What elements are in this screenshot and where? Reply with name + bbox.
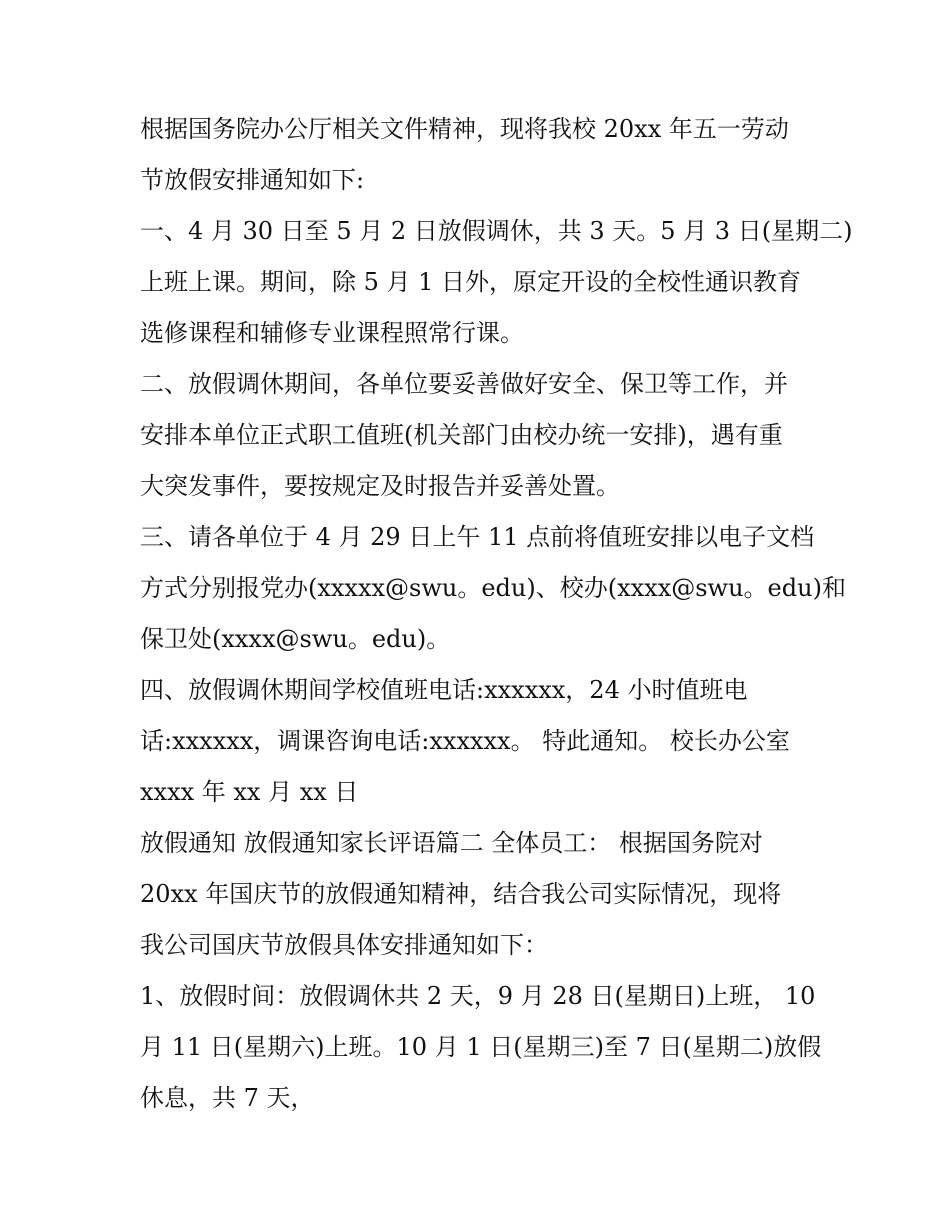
text-line: 月 11 日(星期六)上班。10 月 1 日(星期三)至 7 日(星期二)放假 [140,1033,822,1061]
document-body [140,104,853,1124]
text-line: 休息，共 7 天， [140,1084,315,1112]
text-line: xxxx 年 xx 月 xx 日 [140,778,359,806]
text-line: 一、4 月 30 日至 5 月 2 日放假调休，共 3 天。5 月 3 日(星期二) [140,217,853,245]
text-line: 二、放假调休期间，各单位要妥善做好安全、保卫等工作，并 [140,370,788,398]
text-line: 上班上课。期间，除 5 月 1 日外，原定开设的全校性通识教育 [140,268,802,296]
text-line: 根据国务院办公厅相关文件精神，现将我校 20xx 年五一劳动 [140,115,789,143]
text-line: 保卫处(xxxx@swu。edu)。 [140,625,451,653]
text-line: 我公司国庆节放假具体安排通知如下： [140,931,548,959]
text-line: 放假通知 放假通知家长评语篇二 全体员工： 根据国务院对 [140,829,763,857]
text-line: 1、放假时间：放假调休共 2 天，9 月 28 日(星期日)上班， 10 [140,982,816,1010]
text-line: 安排本单位正式职工值班(机关部门由校办统一安排)，遇有重 [140,421,783,449]
text-line: 方式分别报党办(xxxxx@swu。edu)、校办(xxxx@swu。edu)和 [140,574,846,602]
text-line: 四、放假调休期间学校值班电话:xxxxxx，24 小时值班电 [140,676,748,704]
text-line: 三、请各单位于 4 月 29 日上午 11 点前将值班安排以电子文档 [140,523,815,551]
text-line: 20xx 年国庆节的放假通知精神，结合我公司实际情况，现将 [140,880,782,908]
text-line: 大突发事件，要按规定及时报告并妥善处置。 [140,472,620,500]
text-line: 话:xxxxxx，调课咨询电话:xxxxxx。 特此通知。 校长办公室 [140,727,790,755]
text-line: 节放假安排通知如下: [140,166,365,194]
text-line: 选修课程和辅修专业课程照常行课。 [140,319,524,347]
